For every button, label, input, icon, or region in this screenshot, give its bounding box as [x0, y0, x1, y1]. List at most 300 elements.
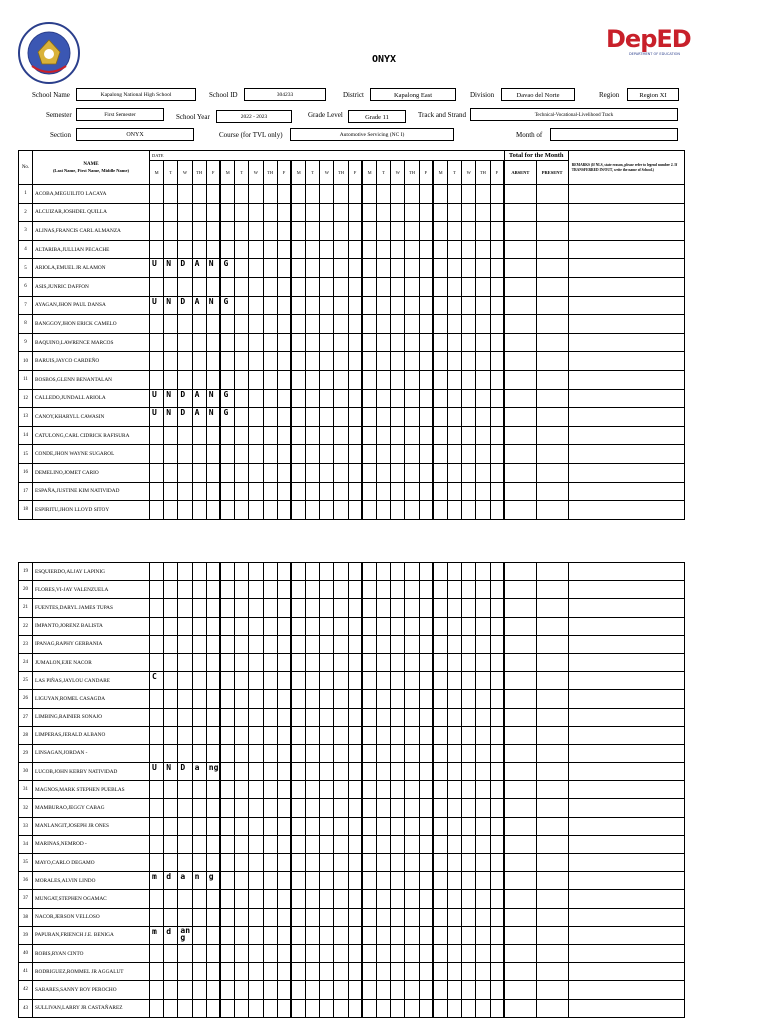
attendance-cell[interactable]	[377, 408, 391, 427]
attendance-cell[interactable]	[150, 370, 164, 389]
attendance-cell[interactable]	[419, 672, 433, 690]
attendance-cell[interactable]	[150, 581, 164, 599]
attendance-cell[interactable]	[291, 389, 305, 408]
attendance-cell[interactable]	[164, 185, 178, 204]
attendance-cell[interactable]	[334, 222, 348, 241]
attendance-cell[interactable]	[405, 763, 419, 781]
attendance-cell[interactable]	[334, 890, 348, 908]
attendance-cell[interactable]	[235, 389, 249, 408]
attendance-cell[interactable]	[447, 501, 461, 520]
attendance-cell[interactable]: G	[220, 259, 234, 278]
attendance-cell[interactable]	[277, 296, 291, 315]
attendance-cell[interactable]	[235, 617, 249, 635]
attendance-cell[interactable]	[220, 944, 234, 962]
attendance-cell[interactable]	[206, 617, 220, 635]
attendance-cell[interactable]	[320, 482, 334, 501]
attendance-cell[interactable]	[334, 617, 348, 635]
attendance-cell[interactable]	[391, 563, 405, 581]
present-count-cell[interactable]	[536, 408, 568, 427]
attendance-cell[interactable]	[419, 653, 433, 671]
remarks-cell[interactable]	[568, 563, 684, 581]
attendance-cell[interactable]	[405, 690, 419, 708]
attendance-cell[interactable]	[391, 617, 405, 635]
attendance-cell[interactable]	[447, 445, 461, 464]
attendance-cell[interactable]	[362, 926, 376, 944]
attendance-cell[interactable]	[150, 890, 164, 908]
attendance-cell[interactable]	[476, 708, 490, 726]
attendance-cell[interactable]	[348, 926, 362, 944]
attendance-cell[interactable]	[476, 240, 490, 259]
attendance-cell[interactable]	[433, 981, 447, 999]
attendance-cell[interactable]	[235, 599, 249, 617]
attendance-cell[interactable]	[334, 835, 348, 853]
attendance-cell[interactable]	[306, 672, 320, 690]
attendance-cell[interactable]	[391, 872, 405, 890]
attendance-cell[interactable]: N	[206, 389, 220, 408]
attendance-cell[interactable]	[263, 708, 277, 726]
attendance-cell[interactable]	[150, 744, 164, 762]
attendance-cell[interactable]	[263, 315, 277, 334]
attendance-cell[interactable]	[462, 463, 476, 482]
attendance-cell[interactable]	[291, 708, 305, 726]
attendance-cell[interactable]	[150, 835, 164, 853]
attendance-cell[interactable]	[249, 672, 263, 690]
attendance-cell[interactable]	[377, 763, 391, 781]
attendance-cell[interactable]	[277, 501, 291, 520]
attendance-cell[interactable]	[391, 581, 405, 599]
attendance-cell[interactable]	[348, 708, 362, 726]
attendance-cell[interactable]	[263, 690, 277, 708]
attendance-cell[interactable]	[419, 799, 433, 817]
attendance-cell[interactable]	[419, 296, 433, 315]
attendance-cell[interactable]	[362, 944, 376, 962]
remarks-cell[interactable]	[568, 222, 684, 241]
attendance-cell[interactable]	[433, 963, 447, 981]
attendance-cell[interactable]	[462, 708, 476, 726]
attendance-cell[interactable]	[277, 999, 291, 1017]
attendance-cell[interactable]	[334, 726, 348, 744]
attendance-cell[interactable]	[263, 240, 277, 259]
attendance-cell[interactable]	[462, 581, 476, 599]
attendance-cell[interactable]	[320, 963, 334, 981]
attendance-cell[interactable]	[348, 890, 362, 908]
attendance-cell[interactable]	[476, 426, 490, 445]
attendance-cell[interactable]	[334, 370, 348, 389]
attendance-cell[interactable]	[320, 653, 334, 671]
attendance-cell[interactable]	[192, 672, 206, 690]
attendance-cell[interactable]	[263, 744, 277, 762]
present-count-cell[interactable]	[536, 799, 568, 817]
attendance-cell[interactable]	[306, 259, 320, 278]
attendance-cell[interactable]	[433, 426, 447, 445]
attendance-cell[interactable]	[150, 277, 164, 296]
attendance-cell[interactable]	[320, 463, 334, 482]
attendance-cell[interactable]	[164, 426, 178, 445]
attendance-cell[interactable]	[405, 635, 419, 653]
attendance-cell[interactable]	[476, 635, 490, 653]
attendance-cell[interactable]	[391, 185, 405, 204]
attendance-cell[interactable]	[249, 763, 263, 781]
attendance-cell[interactable]	[291, 408, 305, 427]
present-count-cell[interactable]	[536, 999, 568, 1017]
attendance-cell[interactable]	[362, 817, 376, 835]
remarks-cell[interactable]	[568, 408, 684, 427]
attendance-cell[interactable]	[462, 370, 476, 389]
attendance-cell[interactable]	[306, 617, 320, 635]
attendance-cell[interactable]	[490, 890, 504, 908]
attendance-cell[interactable]	[306, 277, 320, 296]
attendance-cell[interactable]	[320, 563, 334, 581]
attendance-cell[interactable]	[391, 370, 405, 389]
remarks-cell[interactable]	[568, 763, 684, 781]
attendance-cell[interactable]	[362, 185, 376, 204]
attendance-cell[interactable]	[391, 463, 405, 482]
attendance-cell[interactable]	[220, 835, 234, 853]
attendance-cell[interactable]	[377, 203, 391, 222]
attendance-cell[interactable]	[164, 653, 178, 671]
attendance-cell[interactable]	[476, 185, 490, 204]
attendance-cell[interactable]	[447, 352, 461, 371]
present-count-cell[interactable]	[536, 581, 568, 599]
attendance-cell[interactable]	[391, 599, 405, 617]
attendance-cell[interactable]	[249, 835, 263, 853]
present-count-cell[interactable]	[536, 222, 568, 241]
attendance-cell[interactable]	[263, 599, 277, 617]
attendance-cell[interactable]	[433, 999, 447, 1017]
attendance-cell[interactable]	[150, 944, 164, 962]
attendance-cell[interactable]	[348, 277, 362, 296]
attendance-cell[interactable]	[235, 635, 249, 653]
attendance-cell[interactable]	[150, 501, 164, 520]
attendance-cell[interactable]	[220, 185, 234, 204]
attendance-cell[interactable]	[249, 240, 263, 259]
present-count-cell[interactable]	[536, 817, 568, 835]
attendance-cell[interactable]	[291, 944, 305, 962]
attendance-cell[interactable]	[419, 617, 433, 635]
attendance-cell[interactable]	[192, 963, 206, 981]
attendance-cell[interactable]	[263, 890, 277, 908]
attendance-cell[interactable]	[447, 708, 461, 726]
attendance-cell[interactable]	[235, 315, 249, 334]
attendance-cell[interactable]	[490, 185, 504, 204]
attendance-cell[interactable]	[348, 315, 362, 334]
attendance-cell[interactable]	[206, 277, 220, 296]
attendance-cell[interactable]: N	[206, 296, 220, 315]
attendance-cell[interactable]	[362, 315, 376, 334]
attendance-cell[interactable]: an g	[178, 926, 192, 944]
attendance-cell[interactable]	[462, 817, 476, 835]
attendance-cell[interactable]	[476, 370, 490, 389]
present-count-cell[interactable]	[536, 445, 568, 464]
attendance-cell[interactable]	[192, 890, 206, 908]
attendance-cell[interactable]	[462, 726, 476, 744]
attendance-cell[interactable]	[419, 482, 433, 501]
attendance-cell[interactable]	[291, 445, 305, 464]
attendance-cell[interactable]	[348, 744, 362, 762]
attendance-cell[interactable]	[235, 277, 249, 296]
attendance-cell[interactable]	[419, 908, 433, 926]
attendance-cell[interactable]	[447, 799, 461, 817]
attendance-cell[interactable]	[433, 799, 447, 817]
attendance-cell[interactable]	[291, 744, 305, 762]
attendance-cell[interactable]	[220, 370, 234, 389]
attendance-cell[interactable]	[320, 352, 334, 371]
attendance-cell[interactable]	[433, 389, 447, 408]
attendance-cell[interactable]	[150, 222, 164, 241]
attendance-cell[interactable]	[150, 653, 164, 671]
attendance-cell[interactable]	[320, 708, 334, 726]
attendance-cell[interactable]: N	[164, 259, 178, 278]
attendance-cell[interactable]	[220, 999, 234, 1017]
attendance-cell[interactable]	[277, 635, 291, 653]
attendance-cell[interactable]	[306, 463, 320, 482]
attendance-cell[interactable]	[192, 981, 206, 999]
absent-count-cell[interactable]	[504, 222, 536, 241]
attendance-cell[interactable]	[476, 222, 490, 241]
attendance-cell[interactable]	[150, 185, 164, 204]
attendance-cell[interactable]	[490, 999, 504, 1017]
attendance-cell[interactable]	[263, 799, 277, 817]
attendance-cell[interactable]	[348, 352, 362, 371]
attendance-cell[interactable]	[476, 581, 490, 599]
attendance-cell[interactable]	[476, 726, 490, 744]
attendance-cell[interactable]	[391, 890, 405, 908]
attendance-cell[interactable]	[164, 240, 178, 259]
attendance-cell[interactable]	[235, 890, 249, 908]
attendance-cell[interactable]	[320, 389, 334, 408]
attendance-cell[interactable]	[348, 240, 362, 259]
district-field[interactable]: Kapalong East	[370, 88, 456, 101]
attendance-cell[interactable]	[490, 908, 504, 926]
attendance-cell[interactable]	[476, 854, 490, 872]
attendance-cell[interactable]: N	[206, 259, 220, 278]
attendance-cell[interactable]	[206, 963, 220, 981]
absent-count-cell[interactable]	[504, 708, 536, 726]
attendance-cell[interactable]	[164, 617, 178, 635]
attendance-cell[interactable]: A	[192, 296, 206, 315]
absent-count-cell[interactable]	[504, 240, 536, 259]
attendance-cell[interactable]	[220, 315, 234, 334]
attendance-cell[interactable]	[291, 185, 305, 204]
attendance-cell[interactable]	[391, 315, 405, 334]
attendance-cell[interactable]	[334, 635, 348, 653]
attendance-cell[interactable]	[391, 203, 405, 222]
attendance-cell[interactable]	[206, 999, 220, 1017]
attendance-cell[interactable]: d	[164, 872, 178, 890]
attendance-cell[interactable]	[277, 222, 291, 241]
attendance-cell[interactable]	[447, 259, 461, 278]
attendance-cell[interactable]	[164, 352, 178, 371]
attendance-cell[interactable]	[433, 296, 447, 315]
attendance-cell[interactable]	[320, 744, 334, 762]
attendance-cell[interactable]	[178, 563, 192, 581]
attendance-cell[interactable]	[178, 463, 192, 482]
present-count-cell[interactable]	[536, 854, 568, 872]
attendance-cell[interactable]	[433, 708, 447, 726]
remarks-cell[interactable]	[568, 426, 684, 445]
attendance-cell[interactable]	[462, 672, 476, 690]
attendance-cell[interactable]	[447, 581, 461, 599]
attendance-cell[interactable]	[334, 277, 348, 296]
present-count-cell[interactable]	[536, 482, 568, 501]
attendance-cell[interactable]	[277, 203, 291, 222]
attendance-cell[interactable]	[192, 240, 206, 259]
attendance-cell[interactable]	[490, 352, 504, 371]
attendance-cell[interactable]	[277, 408, 291, 427]
attendance-cell[interactable]	[306, 222, 320, 241]
attendance-cell[interactable]	[192, 781, 206, 799]
present-count-cell[interactable]	[536, 389, 568, 408]
attendance-cell[interactable]	[490, 259, 504, 278]
remarks-cell[interactable]	[568, 333, 684, 352]
attendance-cell[interactable]	[164, 999, 178, 1017]
absent-count-cell[interactable]	[504, 581, 536, 599]
absent-count-cell[interactable]	[504, 672, 536, 690]
attendance-cell[interactable]	[206, 744, 220, 762]
attendance-cell[interactable]	[362, 277, 376, 296]
attendance-cell[interactable]	[178, 854, 192, 872]
attendance-cell[interactable]	[348, 872, 362, 890]
attendance-cell[interactable]	[348, 854, 362, 872]
attendance-cell[interactable]	[277, 963, 291, 981]
attendance-cell[interactable]	[405, 854, 419, 872]
attendance-cell[interactable]	[235, 370, 249, 389]
remarks-cell[interactable]	[568, 781, 684, 799]
attendance-cell[interactable]	[490, 277, 504, 296]
attendance-cell[interactable]	[220, 854, 234, 872]
attendance-cell[interactable]	[490, 690, 504, 708]
absent-count-cell[interactable]	[504, 653, 536, 671]
attendance-cell[interactable]	[462, 426, 476, 445]
attendance-cell[interactable]	[206, 817, 220, 835]
attendance-cell[interactable]	[362, 672, 376, 690]
month-field[interactable]	[550, 128, 678, 141]
attendance-cell[interactable]	[291, 333, 305, 352]
attendance-cell[interactable]	[164, 981, 178, 999]
attendance-cell[interactable]	[447, 185, 461, 204]
attendance-cell[interactable]	[263, 426, 277, 445]
attendance-cell[interactable]	[419, 854, 433, 872]
attendance-cell[interactable]: U	[150, 296, 164, 315]
attendance-cell[interactable]	[206, 315, 220, 334]
attendance-cell[interactable]	[192, 599, 206, 617]
attendance-cell[interactable]	[306, 240, 320, 259]
attendance-cell[interactable]: U	[150, 763, 164, 781]
attendance-cell[interactable]	[220, 426, 234, 445]
attendance-cell[interactable]: N	[206, 408, 220, 427]
attendance-cell[interactable]	[377, 482, 391, 501]
attendance-cell[interactable]	[447, 482, 461, 501]
attendance-cell[interactable]	[306, 370, 320, 389]
attendance-cell[interactable]	[334, 482, 348, 501]
attendance-cell[interactable]	[433, 315, 447, 334]
attendance-cell[interactable]	[306, 781, 320, 799]
present-count-cell[interactable]	[536, 672, 568, 690]
attendance-cell[interactable]	[419, 445, 433, 464]
attendance-cell[interactable]	[178, 370, 192, 389]
attendance-cell[interactable]	[433, 744, 447, 762]
attendance-cell[interactable]: D	[178, 389, 192, 408]
attendance-cell[interactable]	[405, 999, 419, 1017]
attendance-cell[interactable]	[220, 617, 234, 635]
attendance-cell[interactable]	[249, 599, 263, 617]
attendance-cell[interactable]	[348, 389, 362, 408]
attendance-cell[interactable]	[362, 389, 376, 408]
attendance-cell[interactable]	[348, 908, 362, 926]
attendance-cell[interactable]	[476, 463, 490, 482]
attendance-cell[interactable]	[291, 835, 305, 853]
attendance-cell[interactable]	[405, 259, 419, 278]
attendance-cell[interactable]	[391, 744, 405, 762]
present-count-cell[interactable]	[536, 240, 568, 259]
attendance-cell[interactable]	[362, 203, 376, 222]
attendance-cell[interactable]	[405, 315, 419, 334]
attendance-cell[interactable]	[277, 817, 291, 835]
attendance-cell[interactable]	[391, 854, 405, 872]
attendance-cell[interactable]	[291, 763, 305, 781]
attendance-cell[interactable]	[462, 315, 476, 334]
attendance-cell[interactable]	[320, 259, 334, 278]
attendance-cell[interactable]	[220, 872, 234, 890]
attendance-cell[interactable]	[419, 726, 433, 744]
attendance-cell[interactable]	[306, 708, 320, 726]
remarks-cell[interactable]	[568, 203, 684, 222]
attendance-cell[interactable]	[220, 690, 234, 708]
attendance-cell[interactable]	[447, 672, 461, 690]
attendance-cell[interactable]	[306, 963, 320, 981]
attendance-cell[interactable]	[291, 635, 305, 653]
attendance-cell[interactable]	[405, 817, 419, 835]
attendance-cell[interactable]: N	[164, 408, 178, 427]
attendance-cell[interactable]	[377, 222, 391, 241]
attendance-cell[interactable]	[192, 817, 206, 835]
attendance-cell[interactable]	[377, 744, 391, 762]
attendance-cell[interactable]	[306, 799, 320, 817]
absent-count-cell[interactable]	[504, 726, 536, 744]
attendance-cell[interactable]	[220, 744, 234, 762]
remarks-cell[interactable]	[568, 708, 684, 726]
attendance-cell[interactable]	[150, 817, 164, 835]
attendance-cell[interactable]	[178, 963, 192, 981]
attendance-cell[interactable]	[277, 352, 291, 371]
attendance-cell[interactable]	[391, 445, 405, 464]
attendance-cell[interactable]	[362, 763, 376, 781]
attendance-cell[interactable]	[391, 222, 405, 241]
attendance-cell[interactable]	[348, 501, 362, 520]
remarks-cell[interactable]	[568, 999, 684, 1017]
present-count-cell[interactable]	[536, 463, 568, 482]
attendance-cell[interactable]	[476, 203, 490, 222]
attendance-cell[interactable]	[164, 563, 178, 581]
attendance-cell[interactable]	[377, 426, 391, 445]
attendance-cell[interactable]	[235, 926, 249, 944]
attendance-cell[interactable]	[490, 763, 504, 781]
attendance-cell[interactable]	[291, 581, 305, 599]
attendance-cell[interactable]	[447, 563, 461, 581]
attendance-cell[interactable]	[220, 908, 234, 926]
attendance-cell[interactable]	[306, 690, 320, 708]
attendance-cell[interactable]	[476, 763, 490, 781]
attendance-cell[interactable]	[164, 482, 178, 501]
attendance-cell[interactable]	[150, 854, 164, 872]
attendance-cell[interactable]	[235, 203, 249, 222]
attendance-cell[interactable]	[377, 963, 391, 981]
attendance-cell[interactable]	[206, 926, 220, 944]
attendance-cell[interactable]	[277, 599, 291, 617]
absent-count-cell[interactable]	[504, 890, 536, 908]
attendance-cell[interactable]	[405, 389, 419, 408]
attendance-cell[interactable]	[490, 599, 504, 617]
